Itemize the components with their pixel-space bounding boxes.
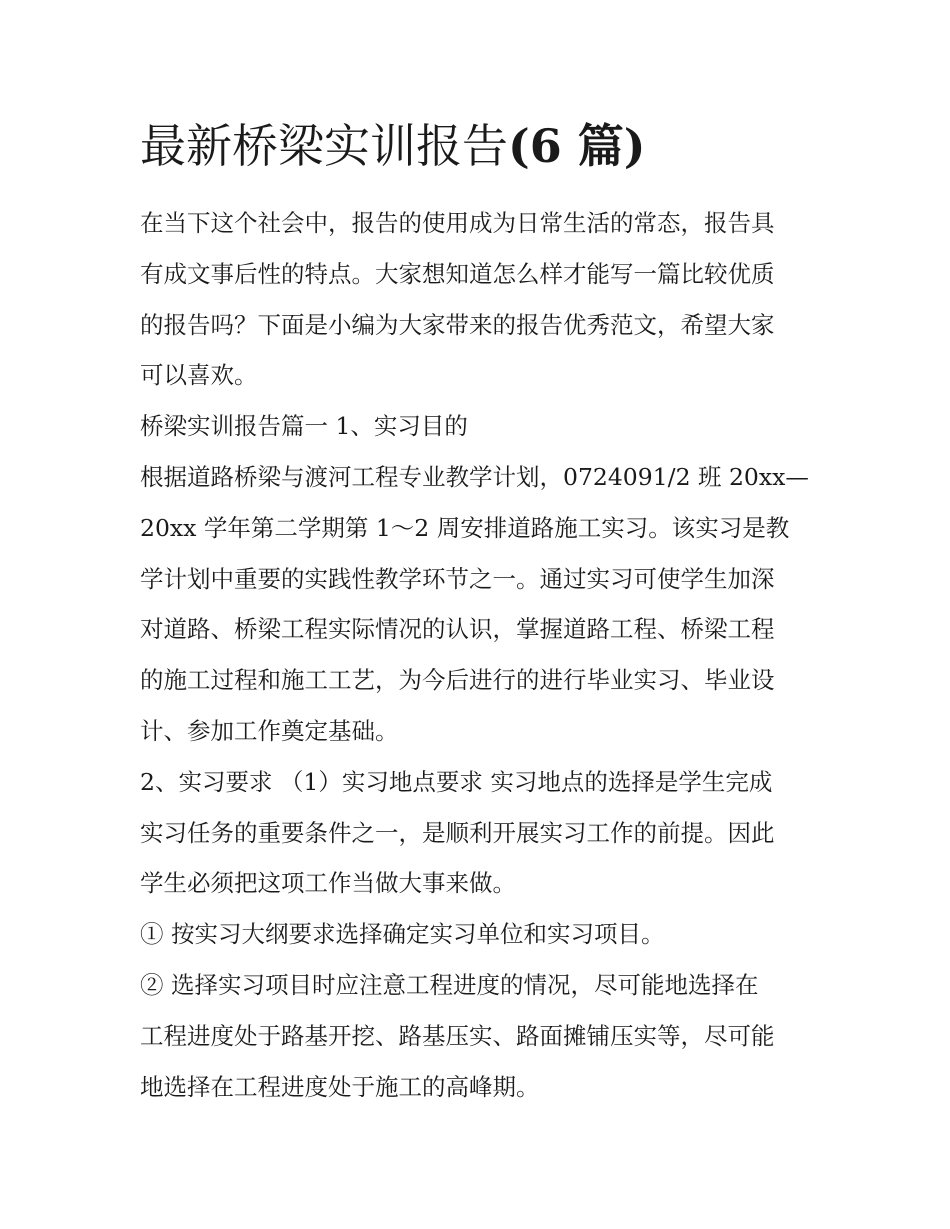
title-main: 最新桥梁实训报告 (140, 119, 508, 173)
document-body (140, 198, 820, 1112)
document-title (140, 114, 840, 178)
body-line: 学计划中重要的实践性教学环节之一。通过实习可使学生加深 (140, 564, 775, 593)
body-line: 的报告吗？下面是小编为大家带来的报告优秀范文，希望大家 (140, 310, 775, 339)
body-line: 的施工过程和施工工艺，为今后进行的进行毕业实习、毕业设 (140, 666, 775, 695)
body-line: 2、实习要求 （1）实习地点要求 实习地点的选择是学生完成 (140, 767, 773, 796)
body-line: 对道路、桥梁工程实际情况的认识，掌握道路工程、桥梁工程 (140, 615, 775, 644)
body-line: 20xx 学年第二学期第 1～2 周安排道路施工实习。该实习是教 (140, 513, 790, 542)
title-suffix: (6 篇) (508, 119, 646, 173)
body-line: 可以喜欢。 (140, 361, 258, 390)
body-line: 工程进度处于路基开挖、路基压实、路面摊铺压实等，尽可能 (140, 1021, 775, 1050)
list-item: ① 按实习大纲要求选择确定实习单位和实习项目。 (140, 920, 665, 949)
body-line: 实习任务的重要条件之一，是顺利开展实习工作的前提。因此 (140, 818, 775, 847)
body-line: 学生必须把这项工作当做大事来做。 (140, 869, 516, 898)
body-line: 地选择在工程进度处于施工的高峰期。 (140, 1072, 540, 1101)
list-item: ② 选择实习项目时应注意工程进度的情况，尽可能地选择在 (140, 970, 759, 999)
body-line: 有成文事后性的特点。大家想知道怎么样才能写一篇比较优质 (140, 259, 775, 288)
body-line: 在当下这个社会中，报告的使用成为日常生活的常态，报告具 (140, 209, 775, 237)
section-heading: 桥梁实训报告篇一 1、实习目的 (140, 412, 468, 441)
body-line: 根据道路桥梁与渡河工程专业教学计划，0724091/2 班 20xx— (140, 462, 809, 491)
body-line: 计、参加工作奠定基础。 (140, 716, 399, 745)
